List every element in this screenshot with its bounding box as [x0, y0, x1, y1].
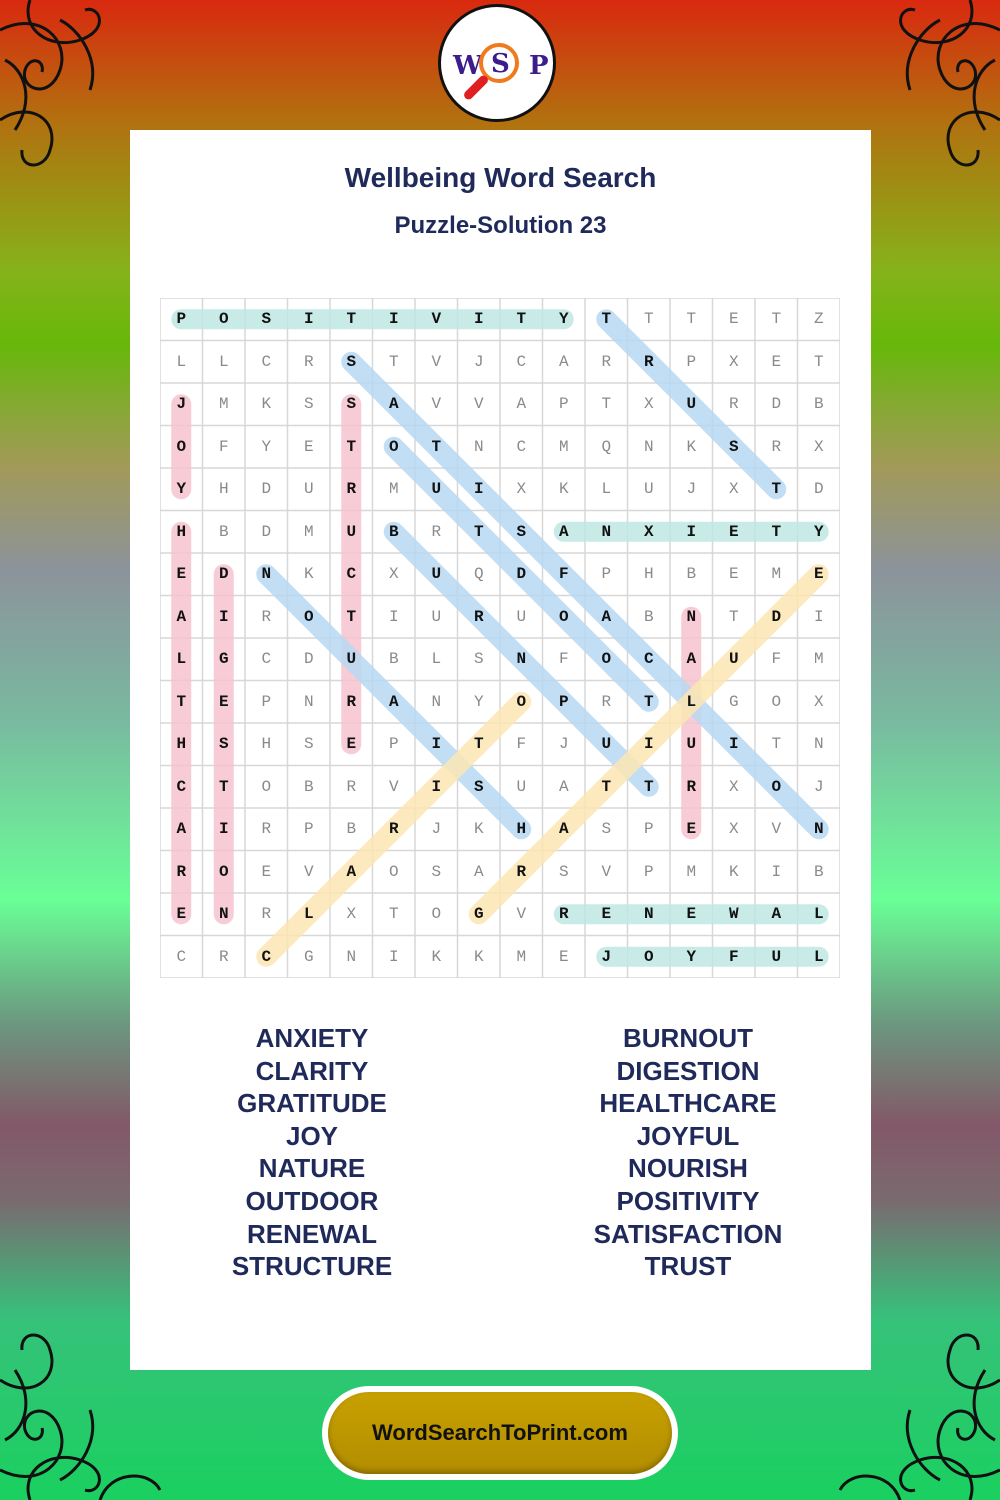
grid-cell[interactable]: N [516, 650, 527, 668]
grid-cell[interactable]: A [601, 607, 612, 626]
grid-cell[interactable]: R [346, 692, 357, 711]
grid-cell[interactable]: U [686, 735, 697, 753]
grid-cell[interactable]: K [261, 395, 272, 413]
grid-cell[interactable]: K [431, 947, 442, 966]
grid-cell[interactable]: R [473, 607, 484, 626]
grid-cell[interactable]: T [771, 480, 782, 498]
grid-cell[interactable]: U [431, 480, 442, 498]
grid-cell[interactable]: E [303, 437, 314, 456]
grid-cell[interactable]: G [473, 905, 484, 923]
grid-cell[interactable]: M [771, 565, 782, 583]
grid-cell[interactable]: R [728, 395, 739, 413]
grid-cell[interactable]: A [176, 607, 187, 626]
grid-cell[interactable]: M [558, 437, 569, 456]
grid-cell[interactable]: M [516, 947, 527, 966]
grid-cell[interactable]: J [686, 480, 697, 498]
grid-cell[interactable]: F [771, 650, 782, 668]
grid-cell[interactable]: Y [473, 692, 484, 711]
word-list-item: SATISFACTION [593, 1218, 783, 1249]
grid-cell[interactable]: M [813, 650, 824, 668]
word-list-item: STRUCTURE [231, 1251, 393, 1282]
grid-cell[interactable]: P [388, 735, 399, 753]
grid-cell[interactable]: H [176, 522, 187, 541]
grid-cell[interactable]: R [261, 607, 272, 626]
grid-cell[interactable]: L [176, 352, 187, 371]
grid-cell[interactable]: S [346, 395, 357, 413]
grid-cell[interactable]: J [813, 777, 824, 796]
grid-cell[interactable]: J [601, 947, 612, 966]
grid-cell[interactable]: C [346, 565, 357, 583]
grid-cell[interactable]: F [728, 947, 739, 966]
grid-cell[interactable]: N [431, 692, 442, 711]
grid-cell[interactable]: H [516, 820, 527, 838]
grid-cell[interactable]: R [346, 480, 357, 498]
grid-cell[interactable]: S [558, 862, 569, 881]
grid-cell[interactable]: V [431, 395, 442, 413]
grid-cell[interactable]: A [473, 862, 484, 881]
grid-cell[interactable]: R [558, 905, 569, 923]
grid-cell[interactable]: V [431, 310, 442, 328]
grid-cell[interactable]: L [813, 905, 824, 923]
grid-cell[interactable]: S [516, 522, 527, 541]
grid-cell[interactable]: B [813, 395, 824, 413]
grid-cell[interactable]: K [473, 820, 484, 838]
grid-cell[interactable]: N [473, 437, 484, 456]
grid-cell[interactable]: O [643, 947, 654, 966]
word-list-item: HEALTHCARE [599, 1088, 777, 1119]
site-logo[interactable] [438, 4, 556, 122]
grid-cell[interactable]: N [261, 565, 272, 583]
grid-cell[interactable]: P [303, 820, 314, 838]
footer-badge[interactable] [322, 1386, 678, 1480]
grid-cell[interactable]: O [771, 777, 782, 796]
grid-cell[interactable]: N [813, 735, 824, 753]
grid-cell[interactable]: I [431, 777, 442, 796]
grid-cell[interactable]: D [303, 650, 314, 668]
grid-cell[interactable]: U [431, 565, 442, 583]
grid-cell[interactable]: Y [558, 310, 569, 328]
grid-cell[interactable]: T [686, 310, 697, 328]
grid-cell[interactable]: X [516, 480, 527, 498]
grid-cell[interactable]: R [176, 862, 187, 881]
grid-cell[interactable]: D [218, 565, 229, 583]
grid-cell[interactable]: P [261, 692, 272, 711]
grid-cell[interactable]: T [473, 522, 484, 541]
grid-cell[interactable]: V [516, 905, 527, 923]
grid-cell[interactable]: T [643, 310, 654, 328]
grid-cell[interactable]: N [601, 522, 612, 541]
grid-cell[interactable]: V [303, 862, 314, 881]
grid-cell[interactable]: A [558, 777, 569, 796]
grid-cell[interactable]: Z [813, 310, 824, 328]
grid-cell[interactable]: C [176, 947, 187, 966]
grid-cell[interactable]: E [728, 565, 739, 583]
grid-cell[interactable]: B [346, 820, 357, 838]
grid-cell[interactable]: S [303, 395, 314, 413]
grid-cell[interactable]: T [388, 352, 399, 371]
grid-cell[interactable]: R [346, 777, 357, 796]
grid-cell[interactable]: A [346, 862, 357, 881]
grid-cell[interactable]: H [643, 565, 654, 583]
grid-cell[interactable]: R [261, 820, 272, 838]
grid-cell[interactable]: K [686, 437, 697, 456]
grid-cell[interactable]: A [686, 650, 697, 668]
grid-cell[interactable]: R [388, 820, 399, 838]
grid-cell[interactable]: D [813, 480, 824, 498]
grid-cell[interactable]: K [728, 862, 739, 881]
grid-cell[interactable]: S [601, 820, 612, 838]
grid-cell[interactable]: B [388, 650, 399, 668]
grid-cell[interactable]: S [473, 650, 484, 668]
grid-cell[interactable]: T [218, 777, 229, 796]
grid-cell[interactable]: E [601, 905, 612, 923]
grid-cell[interactable]: R [601, 692, 612, 711]
grid-cell[interactable]: A [176, 820, 187, 838]
grid-cell[interactable]: U [346, 522, 357, 541]
grid-cell[interactable]: E [728, 310, 739, 328]
grid-cell[interactable]: X [728, 777, 739, 796]
grid-cell[interactable]: R [686, 777, 697, 796]
grid-cell[interactable]: G [218, 650, 229, 668]
grid-cell[interactable]: U [771, 947, 782, 966]
grid-cell[interactable]: X [813, 437, 824, 456]
grid-cell[interactable]: O [303, 607, 314, 626]
grid-cell[interactable]: L [218, 352, 229, 371]
grid-cell[interactable]: E [176, 905, 187, 923]
grid-cell[interactable]: C [643, 650, 654, 668]
grid-cell[interactable]: O [771, 692, 782, 711]
grid-cell[interactable]: F [218, 437, 229, 456]
grid-cell[interactable]: T [771, 522, 782, 541]
grid-cell[interactable]: I [813, 607, 824, 626]
grid-cell[interactable]: U [686, 395, 697, 413]
grid-cell[interactable]: U [728, 650, 739, 668]
grid-cell[interactable]: T [346, 607, 357, 626]
grid-cell[interactable]: X [388, 565, 399, 583]
word-grid [160, 298, 840, 978]
grid-cell[interactable]: X [728, 352, 739, 371]
grid-cell[interactable]: H [176, 735, 187, 753]
page-title: Wellbeing Word Search [344, 162, 657, 193]
grid-cell[interactable]: U [303, 480, 314, 498]
grid-cell[interactable]: X [346, 905, 357, 923]
grid-cell[interactable]: C [516, 437, 527, 456]
word-list-item: RENEWAL [247, 1218, 377, 1249]
grid-cell[interactable]: R [431, 522, 442, 541]
grid-cell[interactable]: M [303, 522, 314, 541]
grid-cell[interactable]: T [346, 310, 357, 328]
grid-cell[interactable]: A [516, 395, 527, 413]
site-link[interactable]: WordSearchToPrint.com [328, 1392, 672, 1474]
word-list-item: NOURISH [628, 1153, 748, 1184]
grid-cell[interactable]: T [813, 352, 824, 371]
grid-cell[interactable]: N [643, 437, 654, 456]
grid-cell[interactable]: S [303, 735, 314, 753]
word-list-item: BURNOUT [623, 1023, 753, 1053]
grid-cell[interactable]: G [728, 692, 739, 711]
logo-letter-p: P [529, 51, 549, 81]
grid-cell[interactable]: I [431, 735, 442, 753]
word-list-item: JOY [285, 1120, 339, 1151]
grid-cell[interactable]: Q [473, 565, 484, 583]
grid-cell[interactable]: M [218, 395, 229, 413]
grid-cell[interactable]: E [728, 522, 739, 541]
grid-cell[interactable]: J [473, 352, 484, 371]
word-list-item: JOYFUL [636, 1120, 740, 1151]
grid-cell[interactable]: T [643, 692, 654, 711]
grid-cell[interactable]: X [643, 522, 654, 541]
grid-cell[interactable]: K [473, 947, 484, 966]
grid-cell[interactable]: C [261, 650, 272, 668]
grid-cell[interactable]: A [771, 905, 782, 923]
grid-cell[interactable]: I [303, 310, 314, 328]
grid-cell[interactable]: E [771, 352, 782, 371]
grid-cell[interactable]: A [558, 522, 569, 541]
grid-cell[interactable]: Y [261, 437, 272, 456]
grid-cell[interactable]: N [686, 607, 697, 626]
grid-cell[interactable]: O [261, 777, 272, 796]
grid-cell[interactable]: D [261, 480, 272, 498]
grid-cell[interactable]: J [558, 735, 569, 753]
grid-cell[interactable]: I [388, 607, 399, 626]
grid-cell[interactable]: R [601, 352, 612, 371]
grid-cell[interactable]: Y [686, 947, 697, 966]
grid-cell[interactable]: O [558, 607, 569, 626]
grid-cell[interactable]: I [388, 310, 399, 328]
word-list-left [142, 1022, 482, 1283]
grid-cell[interactable]: L [303, 905, 314, 923]
grid-cell[interactable]: X [643, 395, 654, 413]
grid-cell[interactable]: N [643, 905, 654, 923]
grid-cell[interactable]: J [176, 395, 187, 413]
grid-cell[interactable]: L [813, 947, 824, 966]
grid-cell[interactable]: E [346, 735, 357, 753]
grid-cell[interactable]: Y [813, 522, 824, 541]
grid-cell[interactable]: I [686, 522, 697, 541]
grid-cell[interactable]: A [558, 352, 569, 371]
grid-cell[interactable]: V [601, 862, 612, 881]
grid-cell[interactable]: I [218, 607, 229, 626]
grid-cell[interactable]: T [388, 905, 399, 923]
grid-cell[interactable]: W [728, 905, 739, 923]
grid-cell[interactable]: F [558, 565, 569, 583]
grid-cell[interactable]: O [388, 862, 399, 881]
grid-cell[interactable]: I [771, 862, 782, 881]
page-subtitle: Puzzle-Solution 23 [394, 212, 607, 239]
grid-cell[interactable]: E [813, 565, 824, 583]
grid-cell[interactable]: I [388, 947, 399, 966]
grid-cell[interactable]: C [261, 352, 272, 371]
word-list-item: NATURE [258, 1153, 366, 1184]
grid-cell[interactable]: D [516, 565, 527, 583]
grid-cell[interactable]: T [601, 777, 612, 796]
grid-cell[interactable]: A [388, 692, 399, 711]
grid-cell[interactable]: T [771, 310, 782, 328]
grid-cell[interactable]: S [431, 862, 442, 881]
grid-cell[interactable]: U [516, 607, 527, 626]
logo-letter-w: W [453, 51, 483, 81]
grid-cell[interactable]: A [558, 820, 569, 838]
grid-cell[interactable]: T [176, 692, 187, 711]
grid-cell[interactable]: T [516, 310, 527, 328]
grid-cell[interactable]: V [388, 777, 399, 796]
grid-cell[interactable]: Q [601, 437, 612, 456]
grid-cell[interactable]: P [176, 310, 187, 328]
grid-cell[interactable]: E [176, 565, 187, 583]
grid-cells [160, 298, 840, 978]
grid-cell[interactable]: I [218, 820, 229, 838]
grid-cell[interactable]: O [218, 310, 229, 328]
grid-cell[interactable]: U [516, 777, 527, 796]
grid-cell[interactable]: K [558, 480, 569, 498]
grid-cell[interactable]: U [346, 650, 357, 668]
grid-cell[interactable]: E [558, 947, 569, 966]
word-list-item: ANXIETY [255, 1023, 369, 1053]
grid-cell[interactable]: R [643, 352, 654, 371]
grid-cell[interactable]: L [686, 692, 697, 711]
grid-cell[interactable]: T [601, 310, 612, 328]
grid-cell[interactable]: O [516, 692, 527, 711]
grid-cell[interactable]: F [558, 650, 569, 668]
grid-cell[interactable]: Y [176, 480, 187, 498]
grid-cell[interactable]: R [516, 862, 527, 881]
word-list-item: POSITIVITY [616, 1185, 760, 1216]
word-list-item: CLARITY [255, 1055, 369, 1086]
grid-cell[interactable]: B [813, 862, 824, 881]
grid-cell[interactable]: P [643, 862, 654, 881]
grid-cell[interactable]: E [218, 692, 229, 711]
grid-cell[interactable]: O [601, 650, 612, 668]
grid-cell[interactable]: I [643, 735, 654, 753]
grid-cell[interactable]: V [431, 352, 442, 371]
grid-cell[interactable]: R [261, 905, 272, 923]
grid-cell[interactable]: X [728, 480, 739, 498]
word-list-item: TRUST [644, 1251, 732, 1282]
grid-cell[interactable]: O [176, 437, 187, 456]
grid-cell[interactable]: S [728, 437, 739, 456]
grid-cell[interactable]: T [601, 395, 612, 413]
logo-letter-s: S [491, 49, 510, 79]
grid-cell[interactable]: B [686, 565, 697, 583]
grid-cell[interactable]: R [303, 352, 314, 371]
grid-cell[interactable]: N [813, 820, 824, 838]
word-list-item: DIGESTION [616, 1055, 760, 1086]
grid-cell[interactable]: U [643, 480, 654, 498]
grid-cell[interactable]: C [176, 777, 187, 796]
grid-cell[interactable]: O [218, 862, 229, 881]
grid-cell[interactable]: V [473, 395, 484, 413]
grid-cell[interactable]: P [558, 692, 569, 711]
grid-cell[interactable]: I [473, 310, 484, 328]
grid-cell[interactable]: O [388, 437, 399, 456]
grid-cell[interactable]: O [431, 905, 442, 923]
word-list-item: GRATITUDE [237, 1088, 387, 1119]
grid-cell[interactable]: B [643, 607, 654, 626]
grid-cell[interactable]: T [346, 437, 357, 456]
word-list-item: OUTDOOR [245, 1185, 379, 1216]
grid-cell[interactable]: T [643, 777, 654, 796]
grid-cell[interactable]: M [388, 480, 399, 498]
grid-cell[interactable]: T [771, 735, 782, 753]
grid-cell[interactable]: B [218, 522, 229, 541]
grid-cell[interactable]: B [388, 522, 399, 541]
grid-cell[interactable]: E [686, 820, 697, 838]
grid-cell[interactable]: P [601, 565, 612, 583]
grid-cell[interactable]: U [601, 735, 612, 753]
grid-cell[interactable]: H [218, 480, 229, 498]
grid-cell[interactable]: G [303, 947, 314, 966]
grid-cell[interactable]: S [346, 352, 357, 371]
grid-cell[interactable]: P [643, 820, 654, 838]
grid-cell[interactable]: N [346, 947, 357, 966]
grid-cell[interactable]: N [303, 692, 314, 711]
grid-cell[interactable]: L [176, 650, 187, 668]
grid-cell[interactable]: R [771, 437, 782, 456]
grid-cell[interactable]: E [261, 862, 272, 881]
grid-cell[interactable]: P [686, 352, 697, 371]
grid-cell[interactable]: C [516, 352, 527, 371]
grid-cell[interactable]: D [261, 522, 272, 541]
grid-cell[interactable]: B [303, 777, 314, 796]
grid-cell[interactable]: I [473, 480, 484, 498]
grid-cell[interactable]: L [601, 480, 612, 498]
grid-cell[interactable]: V [771, 820, 782, 838]
grid-cell[interactable]: H [261, 735, 272, 753]
grid-cell[interactable]: I [728, 735, 739, 753]
grid-cell[interactable]: L [431, 650, 442, 668]
grid-cell[interactable]: D [771, 395, 782, 413]
grid-cell[interactable]: S [473, 777, 484, 796]
grid-cell[interactable]: N [218, 905, 229, 923]
grid-cell[interactable]: X [813, 692, 824, 711]
grid-cell[interactable]: U [431, 607, 442, 626]
puzzle-sheet [130, 130, 871, 1370]
grid-cell[interactable]: R [218, 947, 229, 966]
grid-cell[interactable]: T [728, 607, 739, 626]
grid-cell[interactable]: X [728, 820, 739, 838]
grid-cell[interactable]: D [771, 607, 782, 626]
grid-cell[interactable]: T [431, 437, 442, 456]
grid-cell[interactable]: P [558, 395, 569, 413]
grid-cell[interactable]: A [388, 395, 399, 413]
grid-cell[interactable]: K [303, 565, 314, 583]
grid-cell[interactable]: C [261, 947, 272, 966]
grid-cell[interactable]: S [218, 735, 229, 753]
grid-cell[interactable]: T [473, 735, 484, 753]
grid-cell[interactable]: S [261, 310, 272, 328]
grid-cell[interactable]: M [686, 862, 697, 881]
grid-cell[interactable]: J [431, 820, 442, 838]
grid-cell[interactable]: F [516, 735, 527, 753]
word-list-right [518, 1022, 858, 1283]
grid-cell[interactable]: E [686, 905, 697, 923]
